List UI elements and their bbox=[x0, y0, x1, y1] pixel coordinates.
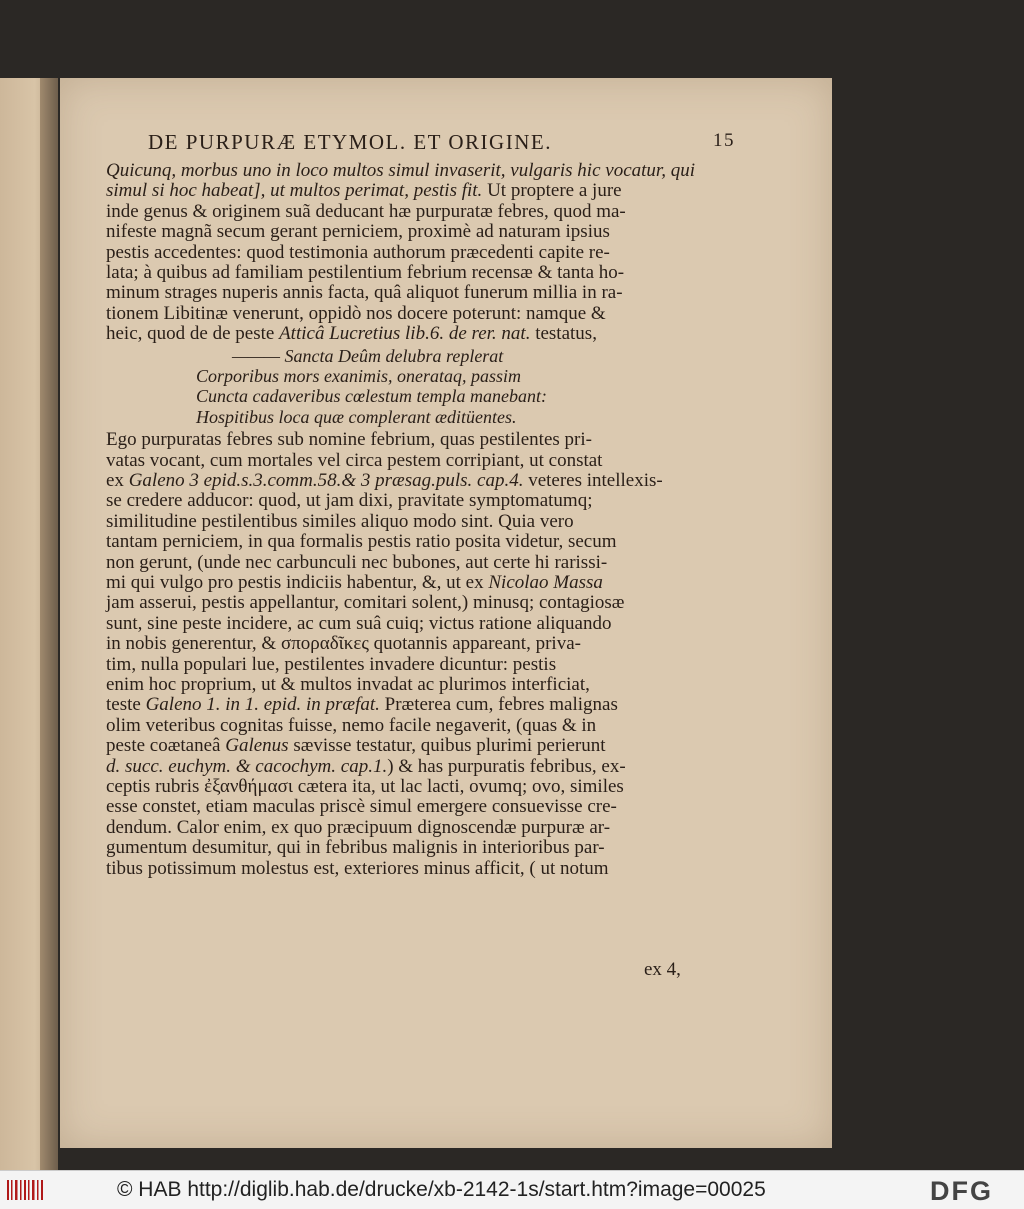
text-line bbox=[106, 160, 695, 182]
text-segment: dendum. Calor enim, ex quo præcipuum dignoscendæ purpuræ ar- bbox=[106, 816, 611, 838]
text-segment: nifeste magnã secum gerant perniciem, proximè ad naturam ipsius bbox=[106, 221, 610, 243]
text-segment: jam asserui, pestis appellantur, comitari solent,) minusq; contagiosæ bbox=[106, 592, 625, 614]
text-segment: Galenus bbox=[225, 735, 289, 757]
text-segment: peste coætaneâ bbox=[106, 735, 226, 757]
text-segment: similitudine pestilentibus similes aliquo modo sint. Quia vero bbox=[106, 510, 574, 532]
text-line bbox=[106, 552, 607, 574]
text-segment: ) & has purpuratis febribus, ex- bbox=[387, 755, 626, 777]
text-line bbox=[106, 429, 592, 451]
text-line bbox=[106, 756, 626, 778]
running-head-title: DE PURPURÆ ETYMOL. ET ORIGINE. bbox=[148, 130, 552, 154]
text-segment: simul si hoc habeat], ut multos perimat, pestis fit. bbox=[106, 180, 483, 202]
text-segment: esse constet, etiam maculas priscè simul emergere consuevisse cre- bbox=[106, 796, 617, 818]
text-segment: in nobis generentur, & σποραδῖκες quotannis appareant, priva- bbox=[106, 633, 581, 655]
text-line bbox=[106, 613, 611, 635]
text-line bbox=[106, 201, 626, 223]
text-segment: tantam perniciem, in qua formalis pestis ratio posita videtur, secum bbox=[106, 531, 617, 553]
text-segment: teste bbox=[106, 694, 146, 716]
text-segment: pestis accedentes: quod testimonia authorum præcedenti capite re- bbox=[106, 241, 610, 263]
hab-barcode-logo-icon bbox=[6, 1177, 46, 1203]
text-line bbox=[106, 242, 610, 264]
running-head bbox=[148, 130, 738, 160]
text-segment: tim, nulla populari lue, pestilentes invadere dicuntur: pestis bbox=[106, 653, 557, 675]
text-segment: lata; à quibus ad familiam pestilentium febrium recensæ & tanta ho- bbox=[106, 262, 625, 283]
text-line bbox=[106, 572, 603, 594]
text-line bbox=[106, 735, 606, 757]
text-segment: olim veteribus cognitas fuisse, nemo facile negaverit, (quas & in bbox=[106, 714, 597, 736]
text-line bbox=[106, 470, 663, 492]
text-segment: tionem Libitinæ venerunt, oppidò nos docere poterunt: namque & bbox=[106, 302, 606, 324]
text-segment: sævisse testatur, quibus plurimi perierunt bbox=[288, 735, 606, 757]
text-segment: ceptis rubris ἐξανθήμασι cætera ita, ut lac lacti, ovumq; ovo, similes bbox=[106, 776, 624, 797]
text-segment: Præterea cum, febres malignas bbox=[379, 694, 618, 716]
text-line bbox=[106, 633, 581, 655]
text-segment: Atticâ Lucretius lib.6. de rer. nat. bbox=[279, 323, 531, 345]
text-line bbox=[106, 674, 590, 696]
text-segment: tibus potissimum molestus est, exteriores minus afficit, ( ut notum bbox=[106, 857, 609, 879]
text-line bbox=[106, 531, 617, 553]
text-segment: testatus, bbox=[530, 323, 597, 345]
text-segment: Galeno 3 epid.s.3.comm.58.& 3 præsag.puls. cap.4. bbox=[128, 470, 524, 491]
source-link[interactable]: © HAB http://diglib.hab.de/drucke/xb-2142-1s/start.htm?image=00025 bbox=[117, 1178, 766, 1201]
book-page bbox=[60, 78, 832, 1148]
text-segment: inde genus & originem suã deducant hæ purpuratæ febres, quod ma- bbox=[106, 200, 626, 222]
text-line bbox=[106, 180, 622, 202]
text-line bbox=[106, 858, 609, 880]
text-segment: se credere adducor: quod, ut jam dixi, pravitate symptomatumq; bbox=[106, 490, 593, 512]
text-segment: ex bbox=[106, 470, 129, 491]
text-segment: enim hoc proprium, ut & multos invadat ac plurimos interficiat, bbox=[106, 674, 590, 695]
text-line bbox=[106, 776, 624, 798]
verse-line: ——— Sancta Deûm delubra replerat bbox=[232, 345, 504, 366]
text-line bbox=[106, 221, 610, 243]
text-segment: sunt, sine peste incidere, ac cum suâ cuiq; victus ratione aliquando bbox=[106, 612, 612, 634]
text-segment: vatas vocant, cum mortales vel circa pestem corripiant, ut constat bbox=[106, 449, 603, 471]
text-line bbox=[106, 303, 606, 325]
text-line bbox=[106, 694, 618, 716]
dfg-logo: DFG bbox=[930, 1176, 993, 1206]
verse-line: Cuncta cadaveribus cœlestum templa manebant: bbox=[196, 386, 547, 407]
catchword: ex 4, bbox=[644, 959, 681, 980]
text-segment: Ego purpuratas febres sub nomine febrium, quas pestilentes pri- bbox=[106, 429, 592, 451]
text-line bbox=[106, 511, 574, 533]
text-line bbox=[106, 796, 617, 818]
text-line bbox=[106, 282, 623, 304]
text-segment: heic, quod de de peste bbox=[106, 323, 280, 345]
book-gutter bbox=[40, 78, 58, 1170]
text-line bbox=[106, 715, 596, 737]
text-line bbox=[106, 323, 597, 345]
text-segment: veteres intellexis- bbox=[523, 470, 663, 491]
text-segment: Galeno 1. in 1. epid. in præfat. bbox=[145, 694, 380, 716]
text-segment: Nicolao Massa bbox=[488, 572, 603, 593]
text-line bbox=[106, 490, 592, 512]
text-line bbox=[106, 592, 624, 614]
text-line bbox=[106, 837, 605, 859]
verse-line: Hospitibus loca quæ complerant æditüentes. bbox=[196, 406, 517, 427]
text-segment: Ut proptere a jure bbox=[482, 180, 622, 202]
page-number: 15 bbox=[713, 130, 735, 151]
text-segment: gumentum desumitur, qui in febribus malignis in interioribus par- bbox=[106, 837, 605, 859]
text-segment: Quicunq, morbus uno in loco multos simul invaserit, vulgaris hic vocatur, qui bbox=[106, 160, 695, 181]
text-line bbox=[106, 654, 556, 676]
text-segment: d. succ. euchym. & cacochym. cap.1. bbox=[106, 755, 388, 777]
text-line bbox=[106, 450, 602, 472]
text-segment: non gerunt, (unde nec carbunculi nec bubones, aut certe hi rarissi- bbox=[106, 551, 608, 573]
verse-line: Corporibus mors exanimis, onerataq, passim bbox=[196, 366, 522, 386]
footer-bar bbox=[0, 1170, 1024, 1209]
text-line bbox=[106, 817, 610, 839]
text-line bbox=[106, 262, 624, 284]
text-segment: mi qui vulgo pro pestis indiciis habentur, &, ut ex bbox=[106, 572, 489, 593]
text-segment: minum strages nuperis annis facta, quâ aliquot funerum millia in ra- bbox=[106, 282, 623, 304]
